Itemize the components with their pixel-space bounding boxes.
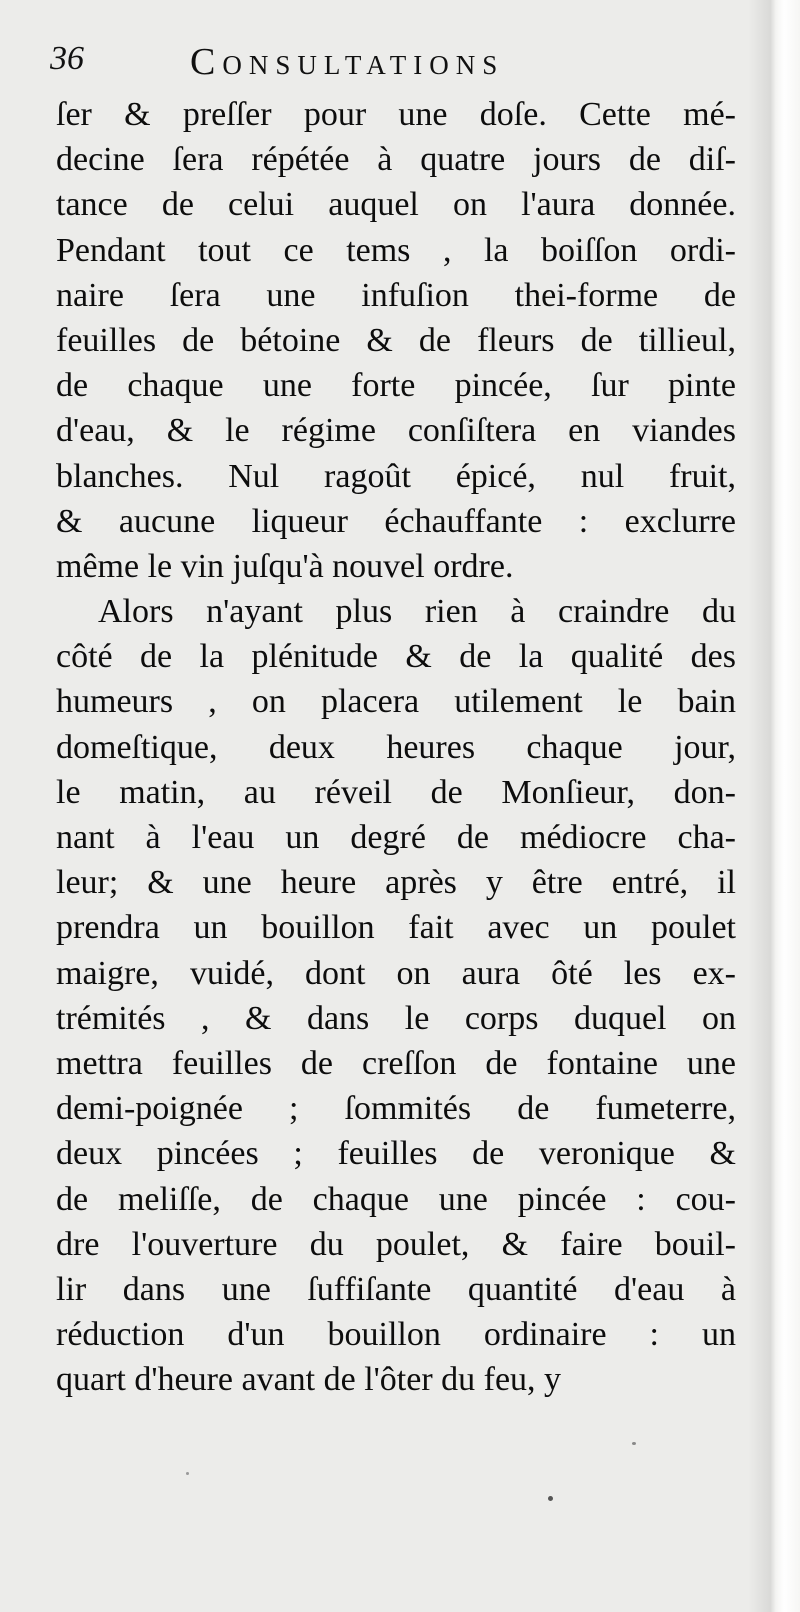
text-line: decine ſera répétée à quatre jours de diſ- xyxy=(56,141,736,179)
page-gutter-shadow xyxy=(748,0,770,1612)
paper-speck xyxy=(186,1472,189,1475)
text-line: demi-poignée ; ſommités de fumeterre, xyxy=(56,1090,736,1128)
paragraph-1 xyxy=(56,92,736,589)
text-line: de chaque une forte pincée, ſur pinte xyxy=(56,367,736,405)
running-title: Consultations xyxy=(190,41,505,83)
text-line: leur; & une heure après y être entré, il xyxy=(56,864,736,902)
text-line: humeurs , on placera utilement le bain xyxy=(56,683,736,721)
text-line: Pendant tout ce tems , la boiſſon ordi- xyxy=(56,231,736,269)
text-line: mettra feuilles de creſſon de fontaine une xyxy=(56,1044,736,1082)
page-edge xyxy=(770,0,800,1612)
text-line: feuilles de bétoine & de fleurs de tillieul, xyxy=(56,321,736,359)
page-number: 36 xyxy=(50,40,84,77)
text-line: tance de celui auquel on l'aura donnée. xyxy=(56,186,736,224)
text-line: domeſtique, deux heures chaque jour, xyxy=(56,728,736,766)
text-line: maigre, vuidé, dont on aura ôté les ex- xyxy=(56,954,736,992)
text-line: trémités , & dans le corps duquel on xyxy=(56,999,736,1037)
paper-speck xyxy=(632,1442,636,1445)
text-line: dre l'ouverture du poulet, & faire bouil- xyxy=(56,1225,736,1263)
text-line: blanches. Nul ragoût épicé, nul fruit, xyxy=(56,457,736,495)
text-line: quart d'heure avant de l'ôter du feu, y xyxy=(56,1361,562,1399)
text-line: d'eau, & le régime conſiſtera en viandes xyxy=(56,412,736,450)
text-line: naire ſera une infuſion thei-forme de xyxy=(56,276,736,314)
text-line: & aucune liqueur échauffante : exclurre xyxy=(56,502,736,540)
text-line: de meliſſe, de chaque une pincée : cou- xyxy=(56,1180,736,1218)
text-line: deux pincées ; feuilles de veronique & xyxy=(56,1135,736,1173)
text-line: réduction d'un bouillon ordinaire : un xyxy=(56,1316,736,1354)
paragraph-2 xyxy=(56,589,736,1402)
text-line: ſer & preſſer pour une doſe. Cette mé- xyxy=(56,96,736,133)
text-line: lir dans une ſuffiſante quantité d'eau à xyxy=(56,1270,736,1308)
text-line: même le vin juſqu'à nouvel ordre. xyxy=(56,547,514,585)
body-text xyxy=(56,92,736,1402)
text-line: Alors n'ayant plus rien à craindre du xyxy=(98,593,736,631)
text-line: côté de la plénitude & de la qualité des xyxy=(56,638,736,676)
text-line: le matin, au réveil de Monſieur, don- xyxy=(56,773,736,811)
page-header xyxy=(50,40,610,92)
paper-speck xyxy=(548,1496,553,1501)
text-line: nant à l'eau un degré de médiocre cha- xyxy=(56,819,736,856)
text-line: prendra un bouillon fait avec un poulet xyxy=(56,909,736,947)
